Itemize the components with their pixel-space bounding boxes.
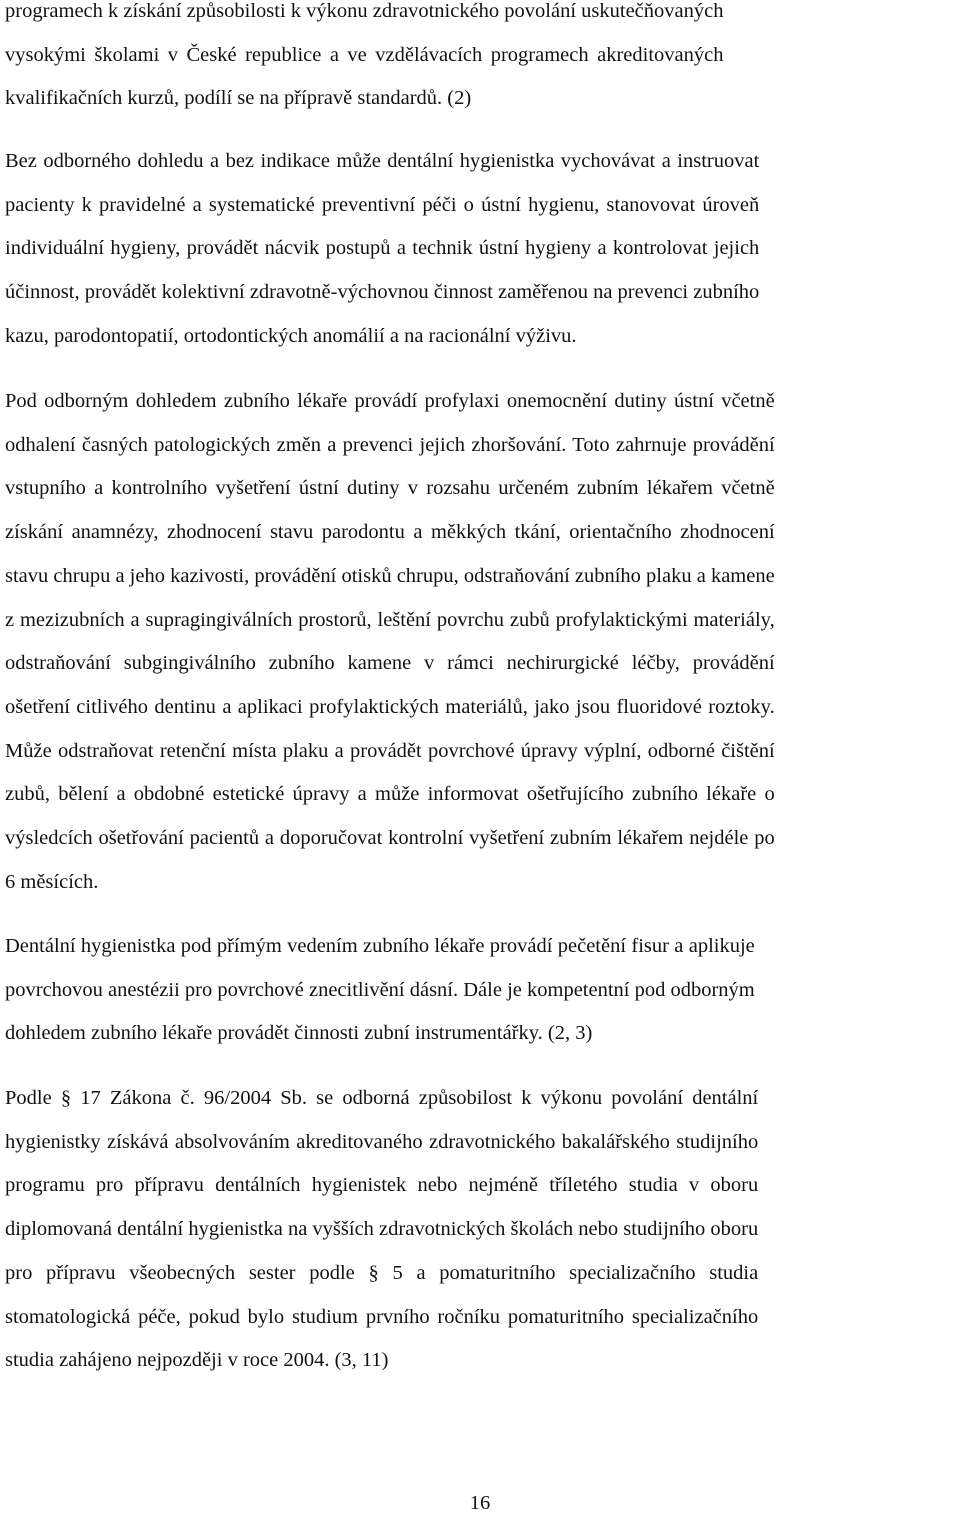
- paragraph-2: [5, 140, 759, 359]
- text-line: výsledcích ošetřování pacientů a doporučovat kontrolní vyšetření zubním lékařem nejdéle po: [5, 827, 775, 850]
- text-line: stomatologická péče, pokud bylo studium prvního ročníku pomaturitního specializačního: [5, 1305, 759, 1328]
- paragraph-3: [5, 380, 775, 904]
- text-line: dohledem zubního lékaře provádět činnosti zubní instrumentářky. (2, 3): [5, 1022, 593, 1045]
- text-line: Podle § 17 Zákona č. 96/2004 Sb. se odborná způsobilost k výkonu povolání dentální: [5, 1087, 759, 1109]
- text-line: Dentální hygienistka pod přímým vedením zubního lékaře provádí pečetění fisur a aplikuje: [5, 935, 755, 957]
- text-line: odhalení časných patologických změn a prevenci jejich zhoršování. Toto zahrnuje provádění: [5, 433, 775, 456]
- text-line: vstupního a kontrolního vyšetření ústní dutiny v rozsahu určeném zubním lékařem včetně: [5, 477, 775, 500]
- text-line: z mezizubních a supragingiválních prostorů, leštění povrchu zubů profylaktickými materiály,: [5, 608, 775, 631]
- text-line: ošetření citlivého dentinu a aplikaci profylaktických materiálů, jako jsou fluoridové roztoky.: [5, 695, 775, 718]
- text-line: Bez odborného dohledu a bez indikace může dentální hygienistka vychovávat a instruovat: [5, 150, 760, 172]
- text-line: vysokými školami v České republice a ve vzdělávacích programech akreditovaných: [5, 43, 724, 66]
- text-line: kvalifikačních kurzů, podílí se na přípravě standardů. (2): [5, 87, 472, 110]
- text-line: pro přípravu všeobecných sester podle § 5 a pomaturitního specializačního studia: [5, 1261, 759, 1284]
- paragraph-4: [5, 925, 755, 1056]
- text-line: individuální hygieny, provádět nácvik postupů a technik ústní hygieny a kontrolovat jejich: [5, 237, 760, 260]
- text-line: programu pro přípravu dentálních hygienistek nebo nejméně tříletého studia v oboru: [5, 1174, 759, 1197]
- text-line: stavu chrupu a jeho kazivosti, provádění otisků chrupu, odstraňování zubního plaku a kamene: [5, 564, 775, 587]
- text-line: Může odstraňovat retenční místa plaku a provádět povrchové úpravy výplní, odborné čištění: [5, 739, 775, 762]
- text-line: diplomovaná dentální hygienistka na vyšších zdravotnických školách nebo studijního oboru: [5, 1218, 759, 1241]
- paragraph-5: [5, 1077, 758, 1383]
- text-line: kazu, parodontopatií, ortodontických anomálií a na racionální výživu.: [5, 324, 577, 347]
- text-line: pacienty k pravidelné a systematické preventivní péči o ústní hygienu, stanovovat úroveň: [5, 193, 760, 216]
- text-line: Pod odborným dohledem zubního lékaře provádí profylaxi onemocnění dutiny ústní včetně: [5, 390, 775, 412]
- text-line: hygienistky získává absolvováním akreditovaného zdravotnického bakalářského studijního: [5, 1130, 759, 1153]
- text-line: odstraňování subgingiválního zubního kamene v rámci nechirurgické léčby, provádění: [5, 652, 775, 675]
- text-line: studia zahájeno nejpozději v roce 2004. (3, 11): [5, 1349, 389, 1372]
- text-line: účinnost, provádět kolektivní zdravotně-výchovnou činnost zaměřenou na prevenci zubního: [5, 281, 760, 304]
- paragraph-1: [5, 0, 723, 121]
- text-line: povrchovou anestézii pro povrchové znecitlivění dásní. Dále je kompetentní pod odborným: [5, 978, 755, 1001]
- page-number: 16: [469, 1492, 491, 1514]
- text-line: získání anamnézy, zhodnocení stavu parodontu a měkkých tkání, orientačního zhodnocení: [5, 521, 775, 544]
- text-line: 6 měsících.: [5, 870, 99, 893]
- text-line: zubů, bělení a obdobné estetické úpravy a může informovat ošetřujícího zubního lékaře o: [5, 783, 775, 806]
- text-line: programech k získání způsobilosti k výkonu zdravotnického povolání uskutečňovaných: [5, 0, 724, 22]
